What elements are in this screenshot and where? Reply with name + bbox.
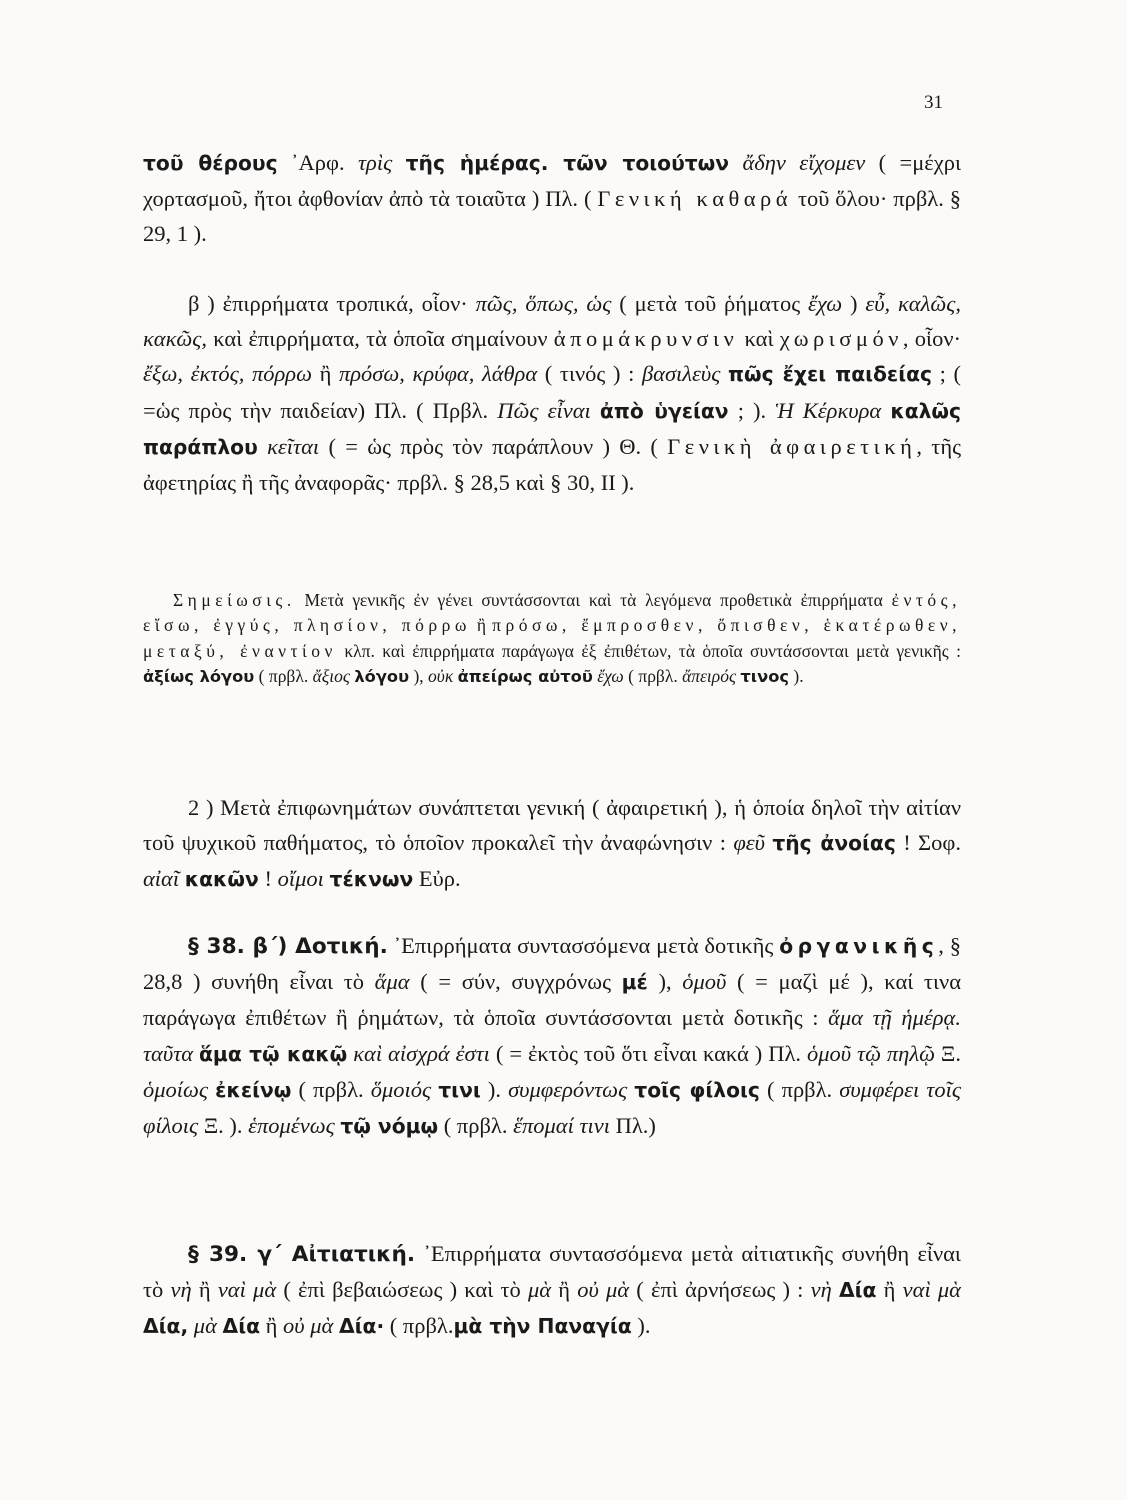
- section-heading: § 39. γ΄ Αἰτιατική.: [188, 1242, 416, 1267]
- bold-phrase: τῆς ἡμέρας. τῶν τοιούτων: [405, 151, 730, 175]
- bold-phrase: πῶς ἔχει παιδείας: [728, 362, 933, 387]
- bold-phrase: Δία·: [338, 1314, 385, 1339]
- bold-phrase: ἀπείρως αὐτοῦ: [457, 666, 593, 686]
- spaced-term: Γενικὴ ἀφαιρετική: [667, 433, 917, 459]
- bold-spaced-term: ὀργανικῆς: [779, 934, 939, 958]
- bold-phrase: τοῦ θέρους: [143, 151, 278, 175]
- bold-phrase: τῷ νόμῳ: [340, 1114, 439, 1139]
- page-number: 31: [924, 92, 943, 113]
- bold-phrase: ἀπὸ ὑγείαν: [599, 398, 729, 423]
- bold-phrase: τέκνων: [329, 867, 414, 892]
- bold-phrase: μέ: [621, 970, 648, 995]
- bold-phrase: καλῶς παράπλου: [143, 398, 962, 459]
- bold-phrase: τοῖς φίλοις: [634, 1077, 760, 1102]
- bold-phrase: Δία,: [143, 1314, 189, 1339]
- section-38-dative: § 38. β΄) Δοτική. ᾿Επιρρήματα συντασσόμενα μετὰ δοτικῆς ὀργανικῆς, § 28,8 ) συνήθη εἶναι τὸ ἅμα ( = σύν, συγχρόνως μέ ), ὁμοῦ ( = μαζὶ μέ ), καί τινα παράγωγα ἐπιθέτων ἢ ῥημάτων, τὰ ὁποῖα συντάσσονται μετὰ δοτικῆς : ἅμα τῇ ἡμέρᾳ. ταῦτα ἅμα τῷ κακῷ καὶ αἰσχρά ἐστι ( = ἐκτὸς τοῦ ὅτι εἶναι κακά ) Πλ. ὁμοῦ τῷ πηλῷ Ξ. ὁμοίως ἐκείνῳ ( πρβλ. ὅμοιός τινι ). συμφερόντως τοῖς φίλοις ( πρβλ. συμφέρει τοῖς φίλοις Ξ. ). ἑπομένως τῷ νόμῳ ( πρβλ. ἕπομαί τινι Πλ.): [143, 933, 962, 1139]
- paragraph-adverbs-manner: β ) ἐπιρρήματα τροπικά, οἷον· πῶς, ὅπως, ὡς ( μετὰ τοῦ ῥήματος ἔχω ) εὖ, καλῶς, κακῶς, καὶ ἐπιρρήματα, τὰ ὁποῖα σημαίνουν ἀπομάκρυνσιν καὶ χωρισμόν, οἷον· ἔξω, ἐκτός, πόρρω ἢ πρόσω, κρύφα, λάθρα ( τινός ) : βασιλεὺς πῶς ἔχει παιδείας ; ( =ὡς πρὸς τὴν παιδείαν) Πλ. ( Πρβλ. Πῶς εἶναι ἀπὸ ὑγείαν ; ). Ἡ Κέρκυρα καλῶς παράπλου κεῖται ( = ὡς πρὸς τὸν παράπλουν ) Θ. ( Γενικὴ ἀφαιρετική, τῆς ἀφετηρίας ἢ τῆς ἀναφορᾶς· πρβλ. § 28,5 καὶ § 30, ΙΙ ).: [143, 291, 962, 496]
- section-39-accusative: § 39. γ΄ Αἰτιατική. ᾿Επιρρήματα συντασσόμενα μετὰ αἰτιατικῆς συνήθη εἶναι τὸ νὴ ἢ ναὶ μὰ ( ἐπὶ βεβαιώσεως ) καὶ τὸ μὰ ἢ οὐ μὰ ( ἐπὶ ἀρνήσεως ) : νὴ Δία ἢ ναὶ μὰ Δία, μὰ Δία ἢ οὐ μὰ Δία· ( πρβλ.μὰ τὴν Παναγία ).: [143, 1241, 961, 1339]
- bold-phrase: λόγου: [354, 666, 410, 686]
- note-block: Σημείωσις. Μετὰ γενικῆς ἐν γένει συντάσσονται καὶ τὰ λεγόμενα προθετικὰ ἐπιρρήματα ἐντός, εἴσω, ἐγγύς, πλησίον, πόρρω ἢ πρόσω, ἔμπροσθεν, ὄπισθεν, ἑκατέρωθεν, μεταξύ, ἐναντίον κλπ. καὶ ἐπιρρήματα παράγωγα ἐξ ἐπιθέτων, τὰ ὁποῖα συντάσσονται μετὰ γενικῆς : ἀξίως λόγου ( πρβλ. ἄξιος λόγου ), οὐκ ἀπείρως αὐτοῦ ἔχω ( πρβλ. ἄπειρός τινος ).: [143, 590, 961, 686]
- bold-phrase: Δία: [839, 1278, 877, 1303]
- spaced-term: Γενική καθαρά: [597, 186, 793, 212]
- spaced-term: πρόσω, ἔμπροσθεν, ὄπισθεν, ἑκατέρωθεν, μεταξύ, ἐναντίον: [143, 615, 961, 661]
- paragraph-genitive-continuation: τοῦ θέρους ᾿Αρφ. τρὶς τῆς ἡμέρας. τῶν τοιούτων ἄδην εἴχομεν ( =μέχρι χορτασμοῦ, ἤτοι ἀφθονίαν ἀπὸ τὰ τοιαῦτα ) Πλ. ( Γενική καθαρά τοῦ ὅλου· πρβλ. § 29, 1 ).: [143, 150, 962, 247]
- bold-phrase: τῆς ἀνοίας: [772, 831, 896, 856]
- bold-phrase: τινος: [740, 666, 790, 686]
- bold-phrase: ἐκείνῳ: [215, 1077, 292, 1102]
- bold-phrase: ἅμα τῷ κακῷ: [199, 1041, 348, 1066]
- spaced-term: ἀπομάκρυνσιν: [553, 326, 739, 352]
- bold-phrase: ἀξίως λόγου: [143, 666, 255, 686]
- section-heading: § 38. β΄) Δοτική.: [188, 934, 388, 959]
- paragraph-interjections: 2 ) Μετὰ ἐπιφωνημάτων συνάπτεται γενική ( ἀφαιρετική ), ἡ ὁποία δηλοῖ τὴν αἰτίαν τοῦ ψυχικοῦ παθήματος, τὸ ὁποῖον προκαλεῖ τὴν ἀναφώνησιν : φεῦ τῆς ἀνοίας ! Σοφ. αἰαῖ κακῶν ! οἴμοι τέκνων Εὐρ.: [143, 795, 962, 892]
- bold-phrase: τινι: [438, 1077, 481, 1102]
- spaced-term: ἐντός, εἴσω, ἐγγύς, πλησίον, πόρρω: [143, 590, 961, 636]
- bold-phrase: μὰ τὴν Παναγία: [453, 1314, 632, 1339]
- spaced-term: χωρισμόν: [779, 326, 903, 352]
- note-heading: Σημείωσις.: [173, 590, 296, 610]
- bold-phrase: Δία: [222, 1314, 261, 1339]
- bold-phrase: κακῶν: [184, 867, 259, 892]
